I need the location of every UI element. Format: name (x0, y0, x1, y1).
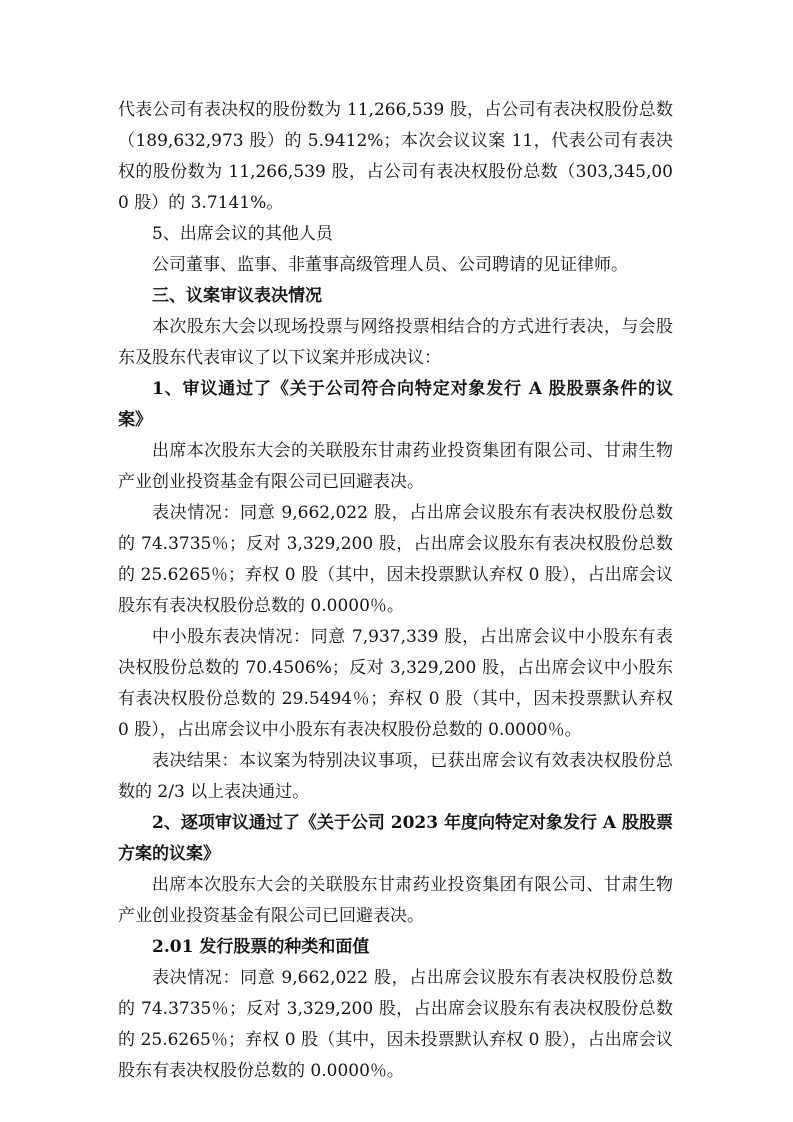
para-other-attendees: 公司董事、监事、非董事高级管理人员、公司聘请的见证律师。 (152, 255, 628, 275)
para-abstention-related-shareholders-1: 出席本次股东大会的关联股东甘肃药业投资集团有限公司、甘肃生物产业创业投资基金有限公司已回避表决。 (118, 441, 673, 492)
para-voting-method: 本次股东大会以现场投票与网络投票相结合的方式进行表决，与会股东及股东代表审议了以下议案并形成决议： (118, 317, 673, 368)
para-resolution-result-1: 表决结果：本议案为特别决议事项，已获出席会议有效表决权股份总数的 2/3 以上表决通过。 (118, 751, 673, 802)
heading-proposal-1: 1、审议通过了《关于公司符合向特定对象发行 A 股股票条件的议案》 (118, 379, 673, 430)
heading-proposal-2: 2、逐项审议通过了《关于公司 2023 年度向特定对象发行 A 股股票方案的议案》 (118, 813, 674, 864)
para-minority-vote-result-1: 中小股东表决情况：同意 7,937,339 股，占出席会议中小股东有表决权股份总数的 70.4506%；反对 3,329,200 股，占出席会议中小股东有表决权股份总数的 29.5494％；弃权 0 股（其中，因未投票默认弃权 0 股），占出席会议中小股东有表决权股份总数的 0.0000％。 (118, 627, 673, 740)
heading-proposal-2-01: 2.01 发行股票的种类和面值 (152, 937, 370, 957)
para-voting-rights-continuation: 代表公司有表决权的股份数为 11,266,539 股，占公司有表决权股份总数（189,632,973 股）的 5.9412%；本次会议议案 11，代表公司有表决权的股份数为 11,266,539 股，占公司有表决权股份总数（303,345,000 股）的 3.7141%。 (118, 100, 673, 213)
para-vote-result-1: 表决情况：同意 9,662,022 股，占出席会议股东有表决权股份总数的 74.3735％；反对 3,329,200 股，占出席会议股东有表决权股份总数的 25.6265％；弃权 0 股（其中，因未投票默认弃权 0 股），占出席会议股东有表决权股份总数的 0.0000％。 (118, 503, 673, 616)
heading-section-3: 三、议案审议表决情况 (152, 286, 322, 306)
para-abstention-related-shareholders-2: 出席本次股东大会的关联股东甘肃药业投资集团有限公司、甘肃生物产业创业投资基金有限公司已回避表决。 (118, 875, 673, 926)
para-item5-heading: 5、出席会议的其他人员 (152, 224, 333, 244)
para-vote-result-2-01: 表决情况：同意 9,662,022 股，占出席会议股东有表决权股份总数的 74.3735％；反对 3,329,200 股，占出席会议股东有表决权股份总数的 25.6265％；弃权 0 股（其中，因未投票默认弃权 0 股），占出席会议股东有表决权股份总数的 0.0000％。 (118, 968, 673, 1081)
